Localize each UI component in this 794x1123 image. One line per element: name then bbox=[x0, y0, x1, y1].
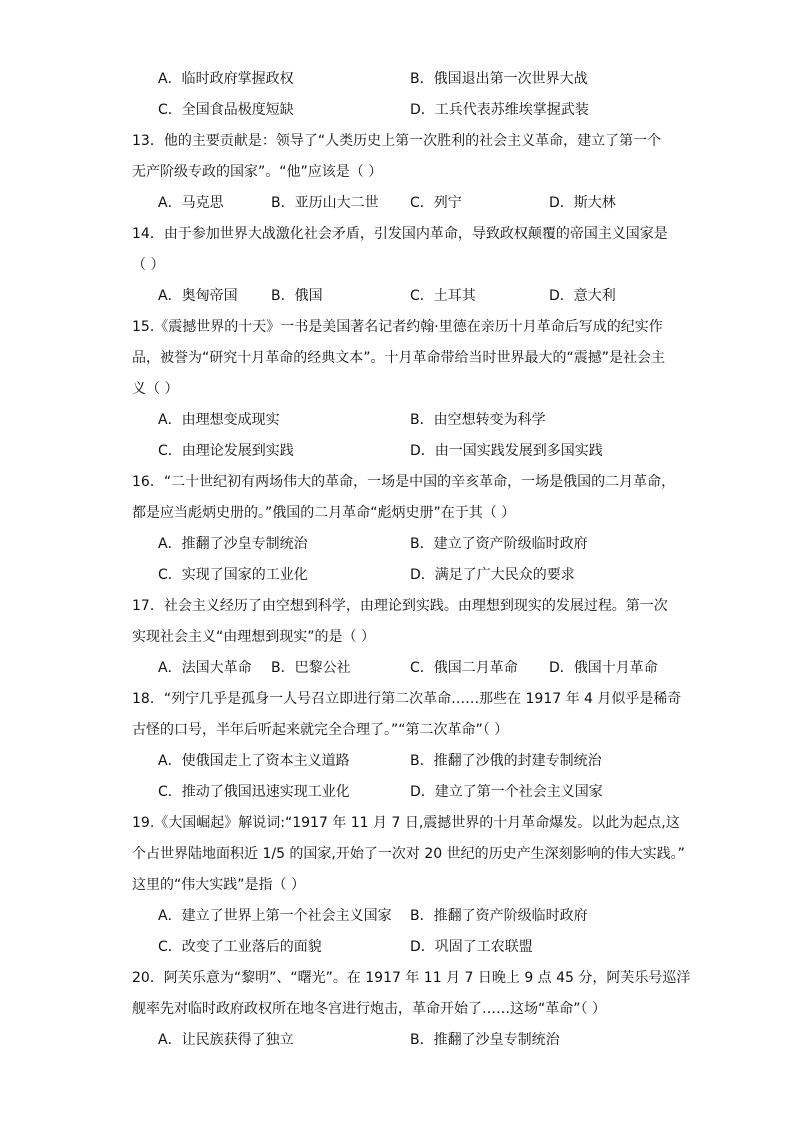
q12-options bbox=[158, 64, 724, 126]
question-options bbox=[158, 746, 724, 808]
option-c: C．全国食品极度短缺 bbox=[158, 102, 294, 118]
question-block bbox=[132, 219, 724, 312]
option-b: B．推翻了沙皇专制统治 bbox=[410, 1032, 560, 1048]
option-d: D．满足了广大民众的要求 bbox=[410, 567, 575, 583]
option-c: C．列宁 bbox=[410, 195, 462, 211]
option-a: A．推翻了沙皇专制统治 bbox=[158, 536, 308, 552]
option-b: B．亚历山大二世 bbox=[271, 195, 379, 211]
option-d: D．巩固了工农联盟 bbox=[410, 939, 533, 955]
question-stem bbox=[132, 684, 724, 746]
option-row bbox=[158, 777, 724, 808]
option-d: D．意大利 bbox=[549, 288, 616, 304]
question-stem-line: 实现社会主义“由理想到现实”的是（ ） bbox=[132, 629, 375, 645]
option-c: C．推动了俄国迅速实现工业化 bbox=[158, 784, 350, 800]
option-b: B．推翻了沙俄的封建专制统治 bbox=[410, 753, 602, 769]
option-row bbox=[158, 281, 724, 312]
option-row bbox=[158, 1025, 724, 1056]
question-stem-line: 义（ ） bbox=[132, 381, 179, 397]
question-block bbox=[132, 808, 724, 963]
question-stem-line: 古怪的口号，半年后听起来就完全合理了。”“第二次革命”（ ） bbox=[132, 722, 509, 738]
option-row bbox=[158, 64, 724, 95]
option-c: C．土耳其 bbox=[410, 288, 476, 304]
question-stem-line: 舰率先对临时政府政权所在地冬宫进行炮击，革命开始了……这场“革命”（ ） bbox=[132, 1001, 606, 1017]
option-d: D．俄国十月革命 bbox=[549, 660, 658, 676]
question-stem-line: 18．“列宁几乎是孤身一人号召立即进行第二次革命……那些在 1917 年 4 月似乎是稀奇 bbox=[132, 691, 682, 707]
question-stem-line: 都是应当彪炳史册的。”俄国的二月革命“彪炳史册”在于其（ ） bbox=[132, 505, 516, 521]
option-b: B．俄国 bbox=[271, 288, 323, 304]
question-block bbox=[132, 126, 724, 219]
option-row bbox=[158, 188, 724, 219]
option-a: A．法国大革命 bbox=[158, 660, 252, 676]
question-stem-line: 品，被誉为“研究十月革命的经典文本”。十月革命带给当时世界最大的“震撼”是社会主 bbox=[132, 350, 666, 366]
option-row bbox=[158, 560, 724, 591]
question-block bbox=[132, 591, 724, 684]
option-d: D．斯大林 bbox=[549, 195, 616, 211]
question-options bbox=[158, 188, 724, 219]
question-options bbox=[158, 901, 724, 963]
question-block bbox=[132, 684, 724, 808]
question-stem bbox=[132, 467, 724, 529]
option-b: B．由空想转变为科学 bbox=[410, 412, 546, 428]
question-stem bbox=[132, 808, 724, 901]
option-a: A．由理想变成现实 bbox=[158, 412, 280, 428]
option-row bbox=[158, 901, 724, 932]
option-row bbox=[158, 529, 724, 560]
option-row bbox=[158, 746, 724, 777]
question-stem bbox=[132, 219, 724, 281]
option-d: D．工兵代表苏维埃掌握武装 bbox=[410, 102, 589, 118]
option-a: A．建立了世界上第一个社会主义国家 bbox=[158, 908, 392, 924]
question-stem-line: 13．他的主要贡献是：领导了“人类历史上第一次胜利的社会主义革命，建立了第一个 bbox=[132, 133, 662, 149]
question-options bbox=[158, 529, 724, 591]
option-c: C．由理论发展到实践 bbox=[158, 443, 294, 459]
question-list bbox=[132, 126, 724, 1056]
option-a: A．马克思 bbox=[158, 195, 224, 211]
question-stem bbox=[132, 312, 724, 405]
option-a: A．临时政府掌握政权 bbox=[158, 71, 294, 87]
question-stem bbox=[132, 126, 724, 188]
option-a: A．使俄国走上了资本主义道路 bbox=[158, 753, 350, 769]
question-stem-line: 20．阿芙乐意为“黎明”、“曙光”。在 1917 年 11 月 7 日晚上 9 点 45 分，阿芙乐号巡洋 bbox=[132, 970, 691, 986]
question-stem bbox=[132, 963, 724, 1025]
option-b: B．建立了资产阶级临时政府 bbox=[410, 536, 588, 552]
question-options bbox=[158, 281, 724, 312]
option-row bbox=[158, 95, 724, 126]
question-stem bbox=[132, 591, 724, 653]
question-options bbox=[158, 653, 724, 684]
question-stem-line: 19.《大国崛起》解说词:“1917 年 11 月 7 日,震撼世界的十月革命爆发。以此为起点,这 bbox=[132, 815, 680, 831]
option-d: D．建立了第一个社会主义国家 bbox=[410, 784, 603, 800]
option-d: D．由一国实践发展到多国实践 bbox=[410, 443, 603, 459]
option-row bbox=[158, 653, 724, 684]
question-stem-line: 14．由于参加世界大战激化社会矛盾，引发国内革命，导致政权颠覆的帝国主义国家是 bbox=[132, 226, 668, 242]
question-stem-line: 这里的“伟大实践”是指（ ） bbox=[132, 877, 305, 893]
question-block bbox=[132, 312, 724, 467]
question-stem-line: 17．社会主义经历了由空想到科学，由理论到实践。由理想到现实的发展过程。第一次 bbox=[132, 598, 668, 614]
question-options bbox=[158, 405, 724, 467]
question-stem-line: 16．“二十世纪初有两场伟大的革命，一场是中国的辛亥革命，一场是俄国的二月革命， bbox=[132, 474, 676, 490]
question-options bbox=[158, 1025, 724, 1056]
question-stem-line: 无产阶级专政的国家”。“他”应该是（ ） bbox=[132, 164, 383, 180]
option-a: A．让民族获得了独立 bbox=[158, 1032, 294, 1048]
option-b: B．推翻了资产阶级临时政府 bbox=[410, 908, 588, 924]
question-block bbox=[132, 467, 724, 591]
question-stem-line: 个占世界陆地面积近 1/5 的国家,开始了一次对 20 世纪的历史产生深刻影响的伟大实践。” bbox=[132, 846, 685, 862]
question-stem-line: 15.《震撼世界的十天》一书是美国著名记者约翰·里德在亲历十月革命后写成的纪实作 bbox=[132, 319, 663, 335]
option-c: C．俄国二月革命 bbox=[410, 660, 518, 676]
option-c: C．实现了国家的工业化 bbox=[158, 567, 308, 583]
option-row bbox=[158, 405, 724, 436]
option-c: C．改变了工业落后的面貌 bbox=[158, 939, 322, 955]
option-row bbox=[158, 932, 724, 963]
question-stem-line: （ ） bbox=[132, 257, 165, 273]
option-b: B．俄国退出第一次世界大战 bbox=[410, 71, 588, 87]
option-row bbox=[158, 436, 724, 467]
option-b: B．巴黎公社 bbox=[271, 660, 351, 676]
question-block bbox=[132, 963, 724, 1056]
option-a: A．奥匈帝国 bbox=[158, 288, 238, 304]
